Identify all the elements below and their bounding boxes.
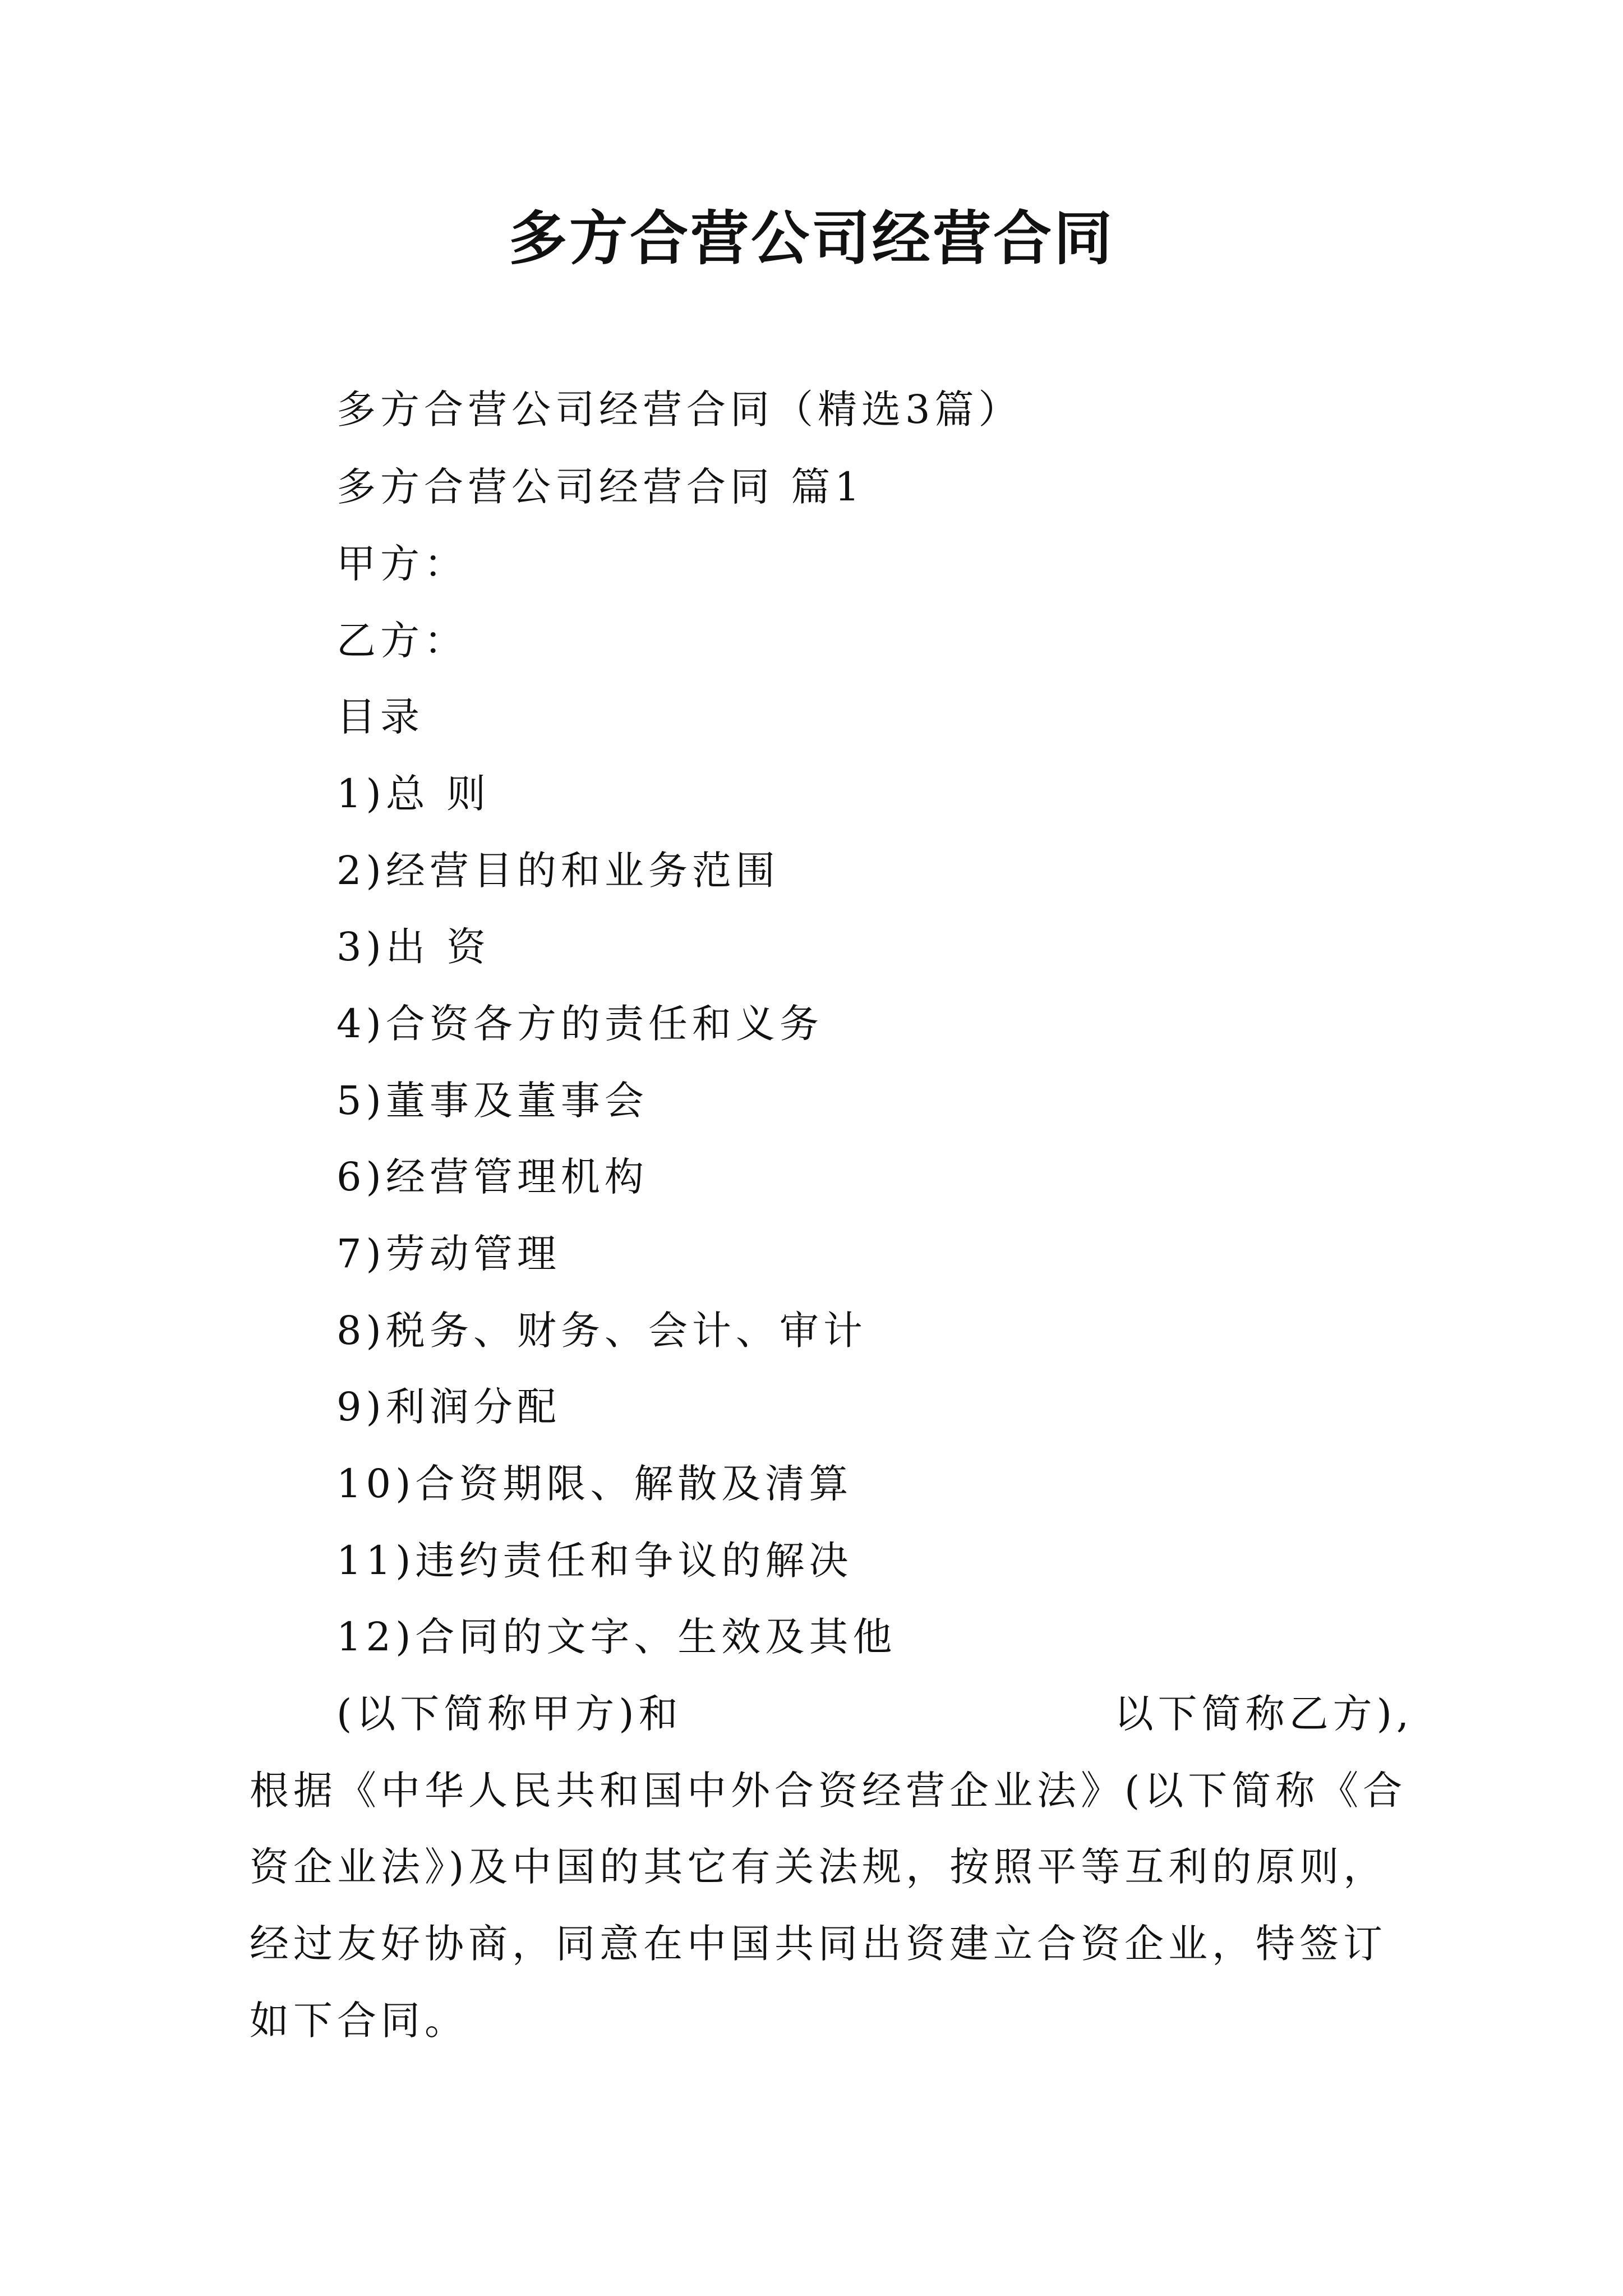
body-party-b-ref: 以下简称乙方), <box>1114 1691 1414 1737</box>
body-line-3: 资企业法》)及中国的其它有关法规，按照平等互利的原则， <box>250 1844 1387 1890</box>
toc-item: 6)经营管理机构 <box>336 1154 648 1200</box>
section-heading: 多方合营公司经营合同 篇1 <box>336 464 864 510</box>
toc-item: 12)合同的文字、生效及其他 <box>336 1614 897 1660</box>
toc-item: 2)经营目的和业务范围 <box>336 848 780 894</box>
toc-item: 8)税务、财务、会计、审计 <box>336 1308 867 1354</box>
body-line-1 <box>336 1686 1413 1742</box>
body-party-a-ref: (以下简称甲方)和 <box>336 1691 683 1737</box>
toc-heading: 目录 <box>336 694 424 740</box>
toc-item: 5)董事及董事会 <box>336 1078 648 1124</box>
party-a-label: 甲方： <box>336 541 468 587</box>
toc-item: 1)总 则 <box>336 771 491 817</box>
body-line-5: 如下合同。 <box>250 1998 468 2044</box>
document-title: 多方合营公司经营合同 <box>508 204 1114 273</box>
party-b-label: 乙方： <box>336 618 468 664</box>
body-line-4: 经过友好协商，同意在中国共同出资建立合资企业，特签订 <box>250 1921 1387 1967</box>
toc-item: 11)违约责任和争议的解决 <box>336 1538 853 1584</box>
body-line-2: 根据《中华人民共和国中外合资经营企业法》(以下简称《合 <box>250 1768 1407 1814</box>
toc-item: 4)合资各方的责任和义务 <box>336 1001 823 1047</box>
toc-item: 7)劳动管理 <box>336 1231 561 1277</box>
subtitle-line: 多方合营公司经营合同（精选3篇） <box>336 386 1022 432</box>
toc-item: 10)合资期限、解散及清算 <box>336 1461 853 1507</box>
toc-item: 9)利润分配 <box>336 1384 561 1430</box>
toc-item: 3)出 资 <box>336 924 491 970</box>
